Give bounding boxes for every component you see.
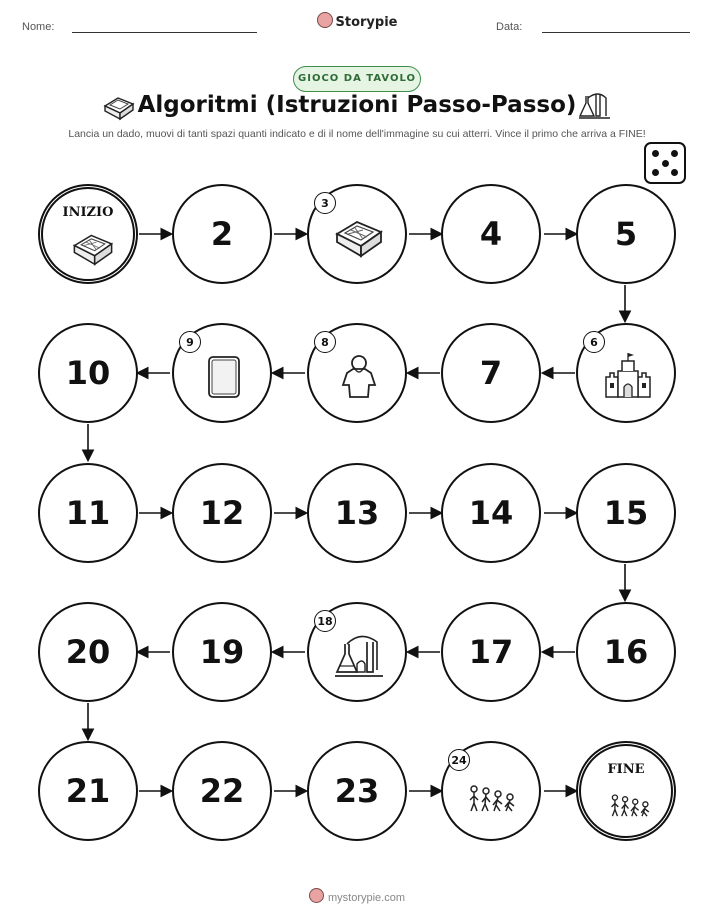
cell-number: 4 — [479, 215, 503, 253]
board-cell-4 — [441, 184, 541, 284]
cell-number: 15 — [603, 494, 649, 532]
board-cell-11 — [38, 463, 138, 563]
cell-number: 5 — [614, 215, 638, 253]
board-cell-19 — [172, 602, 272, 702]
tablet-icon — [198, 351, 250, 403]
board-cell-7 — [441, 323, 541, 423]
brand-name: Storypie — [335, 15, 398, 30]
shirt-icon — [333, 351, 385, 403]
board-cell-14 — [441, 463, 541, 563]
cell-number: 10 — [65, 354, 111, 392]
board-cell-15 — [576, 463, 676, 563]
cell-number-badge: 6 — [583, 331, 605, 353]
cell-number: 19 — [199, 633, 245, 671]
cell-number: 2 — [210, 215, 234, 253]
board-cell-10 — [38, 323, 138, 423]
date-label: Data: — [496, 21, 523, 33]
cell-number: 20 — [65, 633, 111, 671]
cell-number-badge: 9 — [179, 331, 201, 353]
cell-number-badge: 8 — [314, 331, 336, 353]
cell-number-badge: 24 — [448, 749, 470, 771]
instructions: Lancia un dado, muovi di tanti spazi quanti indicato e di il nome dell'immagine su cui atterri. Vince il primo che arriva a FINE! — [68, 128, 646, 140]
cell-number: 11 — [65, 494, 111, 532]
cell-number: 17 — [468, 633, 514, 671]
cell-number: 14 — [468, 494, 514, 532]
board-cell-12 — [172, 463, 272, 563]
toolbox-icon — [333, 212, 385, 264]
cell-number: 13 — [334, 494, 380, 532]
evolution-icon — [467, 769, 519, 821]
finish-label: FINE — [607, 762, 645, 777]
footer-link[interactable]: mystorypie.com — [327, 892, 406, 904]
cell-number: 7 — [479, 354, 503, 392]
board-cell-21 — [38, 741, 138, 841]
cell-number: 16 — [603, 633, 649, 671]
cell-number: 12 — [199, 494, 245, 532]
board-cell-13 — [307, 463, 407, 563]
bear-icon — [309, 888, 324, 903]
start-label: INIZIO — [62, 205, 114, 220]
board-cell-20 — [38, 602, 138, 702]
toolbox-icon — [71, 227, 115, 271]
board-cell-16 — [576, 602, 676, 702]
board-cell-22 — [172, 741, 272, 841]
board-cell-23 — [307, 741, 407, 841]
board-cell-start — [38, 184, 138, 284]
board-cell-5 — [576, 184, 676, 284]
lab-flask-icon — [333, 630, 385, 682]
cell-number-badge: 18 — [314, 610, 336, 632]
name-label: Nome: — [22, 21, 55, 33]
cell-number: 22 — [199, 772, 245, 810]
page-title: Algoritmi (Istruzioni Passo-Passo) — [137, 92, 577, 118]
cell-number: 23 — [334, 772, 380, 810]
category-badge: GIOCO DA TAVOLO — [293, 66, 421, 92]
board-cell-2 — [172, 184, 272, 284]
cell-number-badge: 3 — [314, 192, 336, 214]
castle-icon — [602, 351, 654, 403]
footer — [0, 888, 714, 904]
cell-number: 21 — [65, 772, 111, 810]
board-cell-17 — [441, 602, 541, 702]
board-cell-finish — [576, 741, 676, 841]
evolution-icon — [609, 784, 653, 828]
